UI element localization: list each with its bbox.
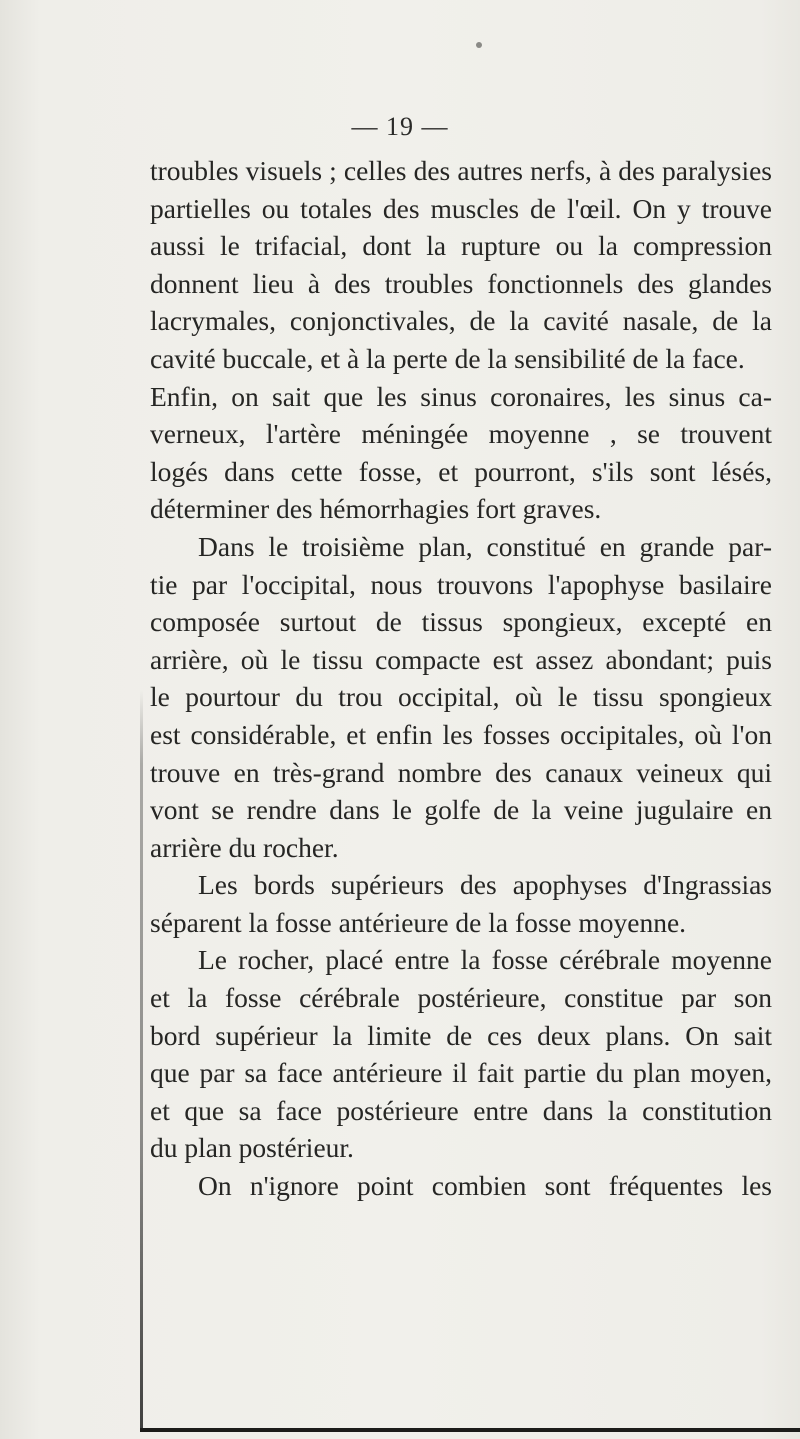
text-line: Le rocher, placé entre la fosse cérébrale moyenne [198, 944, 772, 976]
binding-edge-shadow [140, 690, 143, 1430]
page-number: — 19 — [351, 112, 449, 141]
text-line: et la fosse cérébrale postérieure, constitue par son [150, 982, 772, 1014]
text-line: le pourtour du trou occipital, où le tissu spongieux [150, 681, 772, 713]
text-line: trouve en très-grand nombre des canaux veineux qui [150, 756, 772, 788]
text-line: troubles visuels ; celles des autres nerfs, à des paralysies [150, 155, 772, 186]
text-line: partielles ou totales des muscles de l'œil. On y trouve [150, 192, 772, 224]
text-line: verneux, l'artère méningée moyenne , se trouvent [150, 418, 772, 450]
text-line: et que sa face postérieure entre dans la constitution [150, 1094, 772, 1126]
text-line: séparent la fosse antérieure de la fosse moyenne. [150, 906, 687, 938]
text-line: cavité buccale, et à la perte de la sensibilité de la face. [150, 342, 745, 374]
text-line: déterminer des hémorrhagies fort graves. [150, 493, 602, 525]
bottom-edge-line [140, 1428, 800, 1432]
text-line: est considérable, et enfin les fosses occipitales, où l'on [150, 718, 772, 750]
text-line: donnent lieu à des troubles fonctionnels des glandes [150, 267, 772, 299]
text-line: que par sa face antérieure il fait partie du plan moyen, [150, 1057, 772, 1089]
text-line: Dans le troisième plan, constitué en grande par- [198, 530, 772, 562]
ink-spot [476, 42, 482, 48]
text-line: Enfin, on sait que les sinus coronaires, les sinus ca- [150, 380, 772, 412]
text-line: arrière, où le tissu compacte est assez abondant; puis [150, 643, 772, 675]
text-line: lacrymales, conjonctivales, de la cavité nasale, de la [150, 305, 772, 337]
text-line: aussi le trifacial, dont la rupture ou la compression [150, 230, 772, 262]
text-line: logés dans cette fosse, et pourront, s'ils sont lésés, [150, 455, 772, 487]
text-line: bord supérieur la limite de ces deux plans. On sait [150, 1019, 772, 1051]
body-text [150, 152, 772, 1205]
text-line: composée surtout de tissus spongieux, excepté en [150, 606, 772, 638]
text-line: tie par l'occipital, nous trouvons l'apophyse basilaire [150, 568, 772, 600]
text-line: du plan postérieur. [150, 1132, 354, 1164]
text-line: Les bords supérieurs des apophyses d'Ingrassias [198, 869, 772, 901]
text-line: On n'ignore point combien sont fréquentes les [198, 1170, 772, 1202]
text-line: arrière du rocher. [150, 831, 339, 863]
text-line: vont se rendre dans le golfe de la veine jugulaire en [150, 794, 772, 826]
